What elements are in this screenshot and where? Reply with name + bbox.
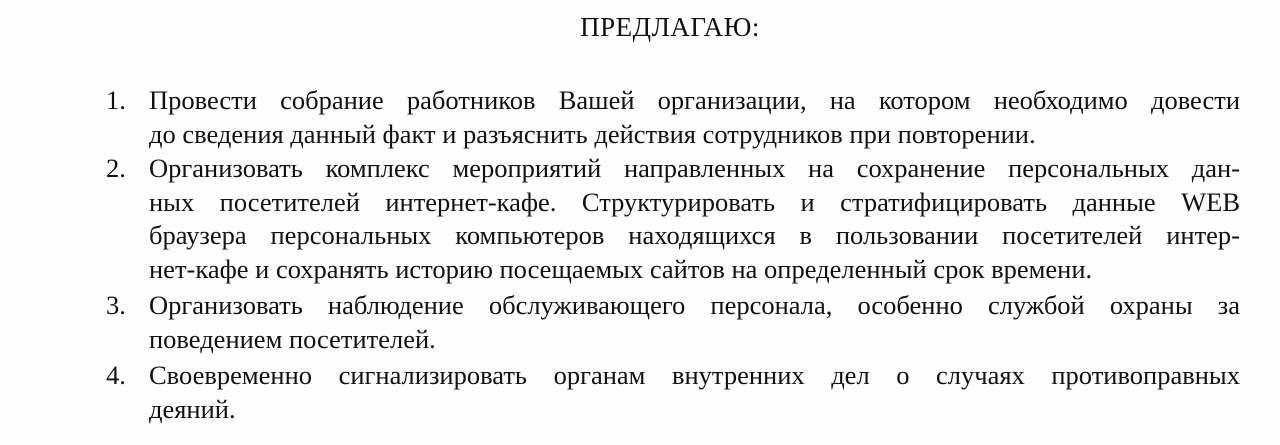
item-text xyxy=(149,84,1240,151)
text-line: Своевременно сигнализировать органам внутренних дел о случаях противоправных xyxy=(149,360,1240,390)
text-line: Организовать наблюдение обслуживающего персонала, особенно службой охраны за xyxy=(149,290,1240,320)
list-item xyxy=(100,289,1240,356)
text-line: Провести собрание работников Вашей организации, на котором необходимо довести xyxy=(149,85,1240,115)
text-line: нет-кафе и сохранять историю посещаемых сайтов на определенный срок времени. xyxy=(149,253,1093,284)
item-text xyxy=(149,359,1240,426)
document-heading: ПРЕДЛАГАЮ: xyxy=(580,12,760,42)
item-text xyxy=(149,152,1240,286)
text-line: деяний. xyxy=(149,393,236,424)
list-item xyxy=(100,152,1240,286)
list-item xyxy=(100,84,1240,151)
item-number: 2. xyxy=(106,153,126,183)
list-item xyxy=(100,359,1240,426)
text-line: ных посетителей интернет-кафе. Структурировать и стратифицировать данные WEB xyxy=(149,186,1240,217)
text-line: до сведения данный факт и разъяснить действия сотрудников при повторении. xyxy=(149,118,1036,149)
item-number: 3. xyxy=(106,290,126,320)
text-line: браузера персональных компьютеров находящихся в пользовании посетителей интер- xyxy=(149,220,1240,250)
text-line: Организовать комплекс мероприятий направленных на сохранение персональных дан- xyxy=(149,153,1240,183)
item-text xyxy=(149,289,1240,356)
item-number: 1. xyxy=(106,85,126,115)
proposal-list xyxy=(100,84,1240,426)
text-line: поведением посетителей. xyxy=(149,323,436,354)
item-number: 4. xyxy=(106,360,126,390)
